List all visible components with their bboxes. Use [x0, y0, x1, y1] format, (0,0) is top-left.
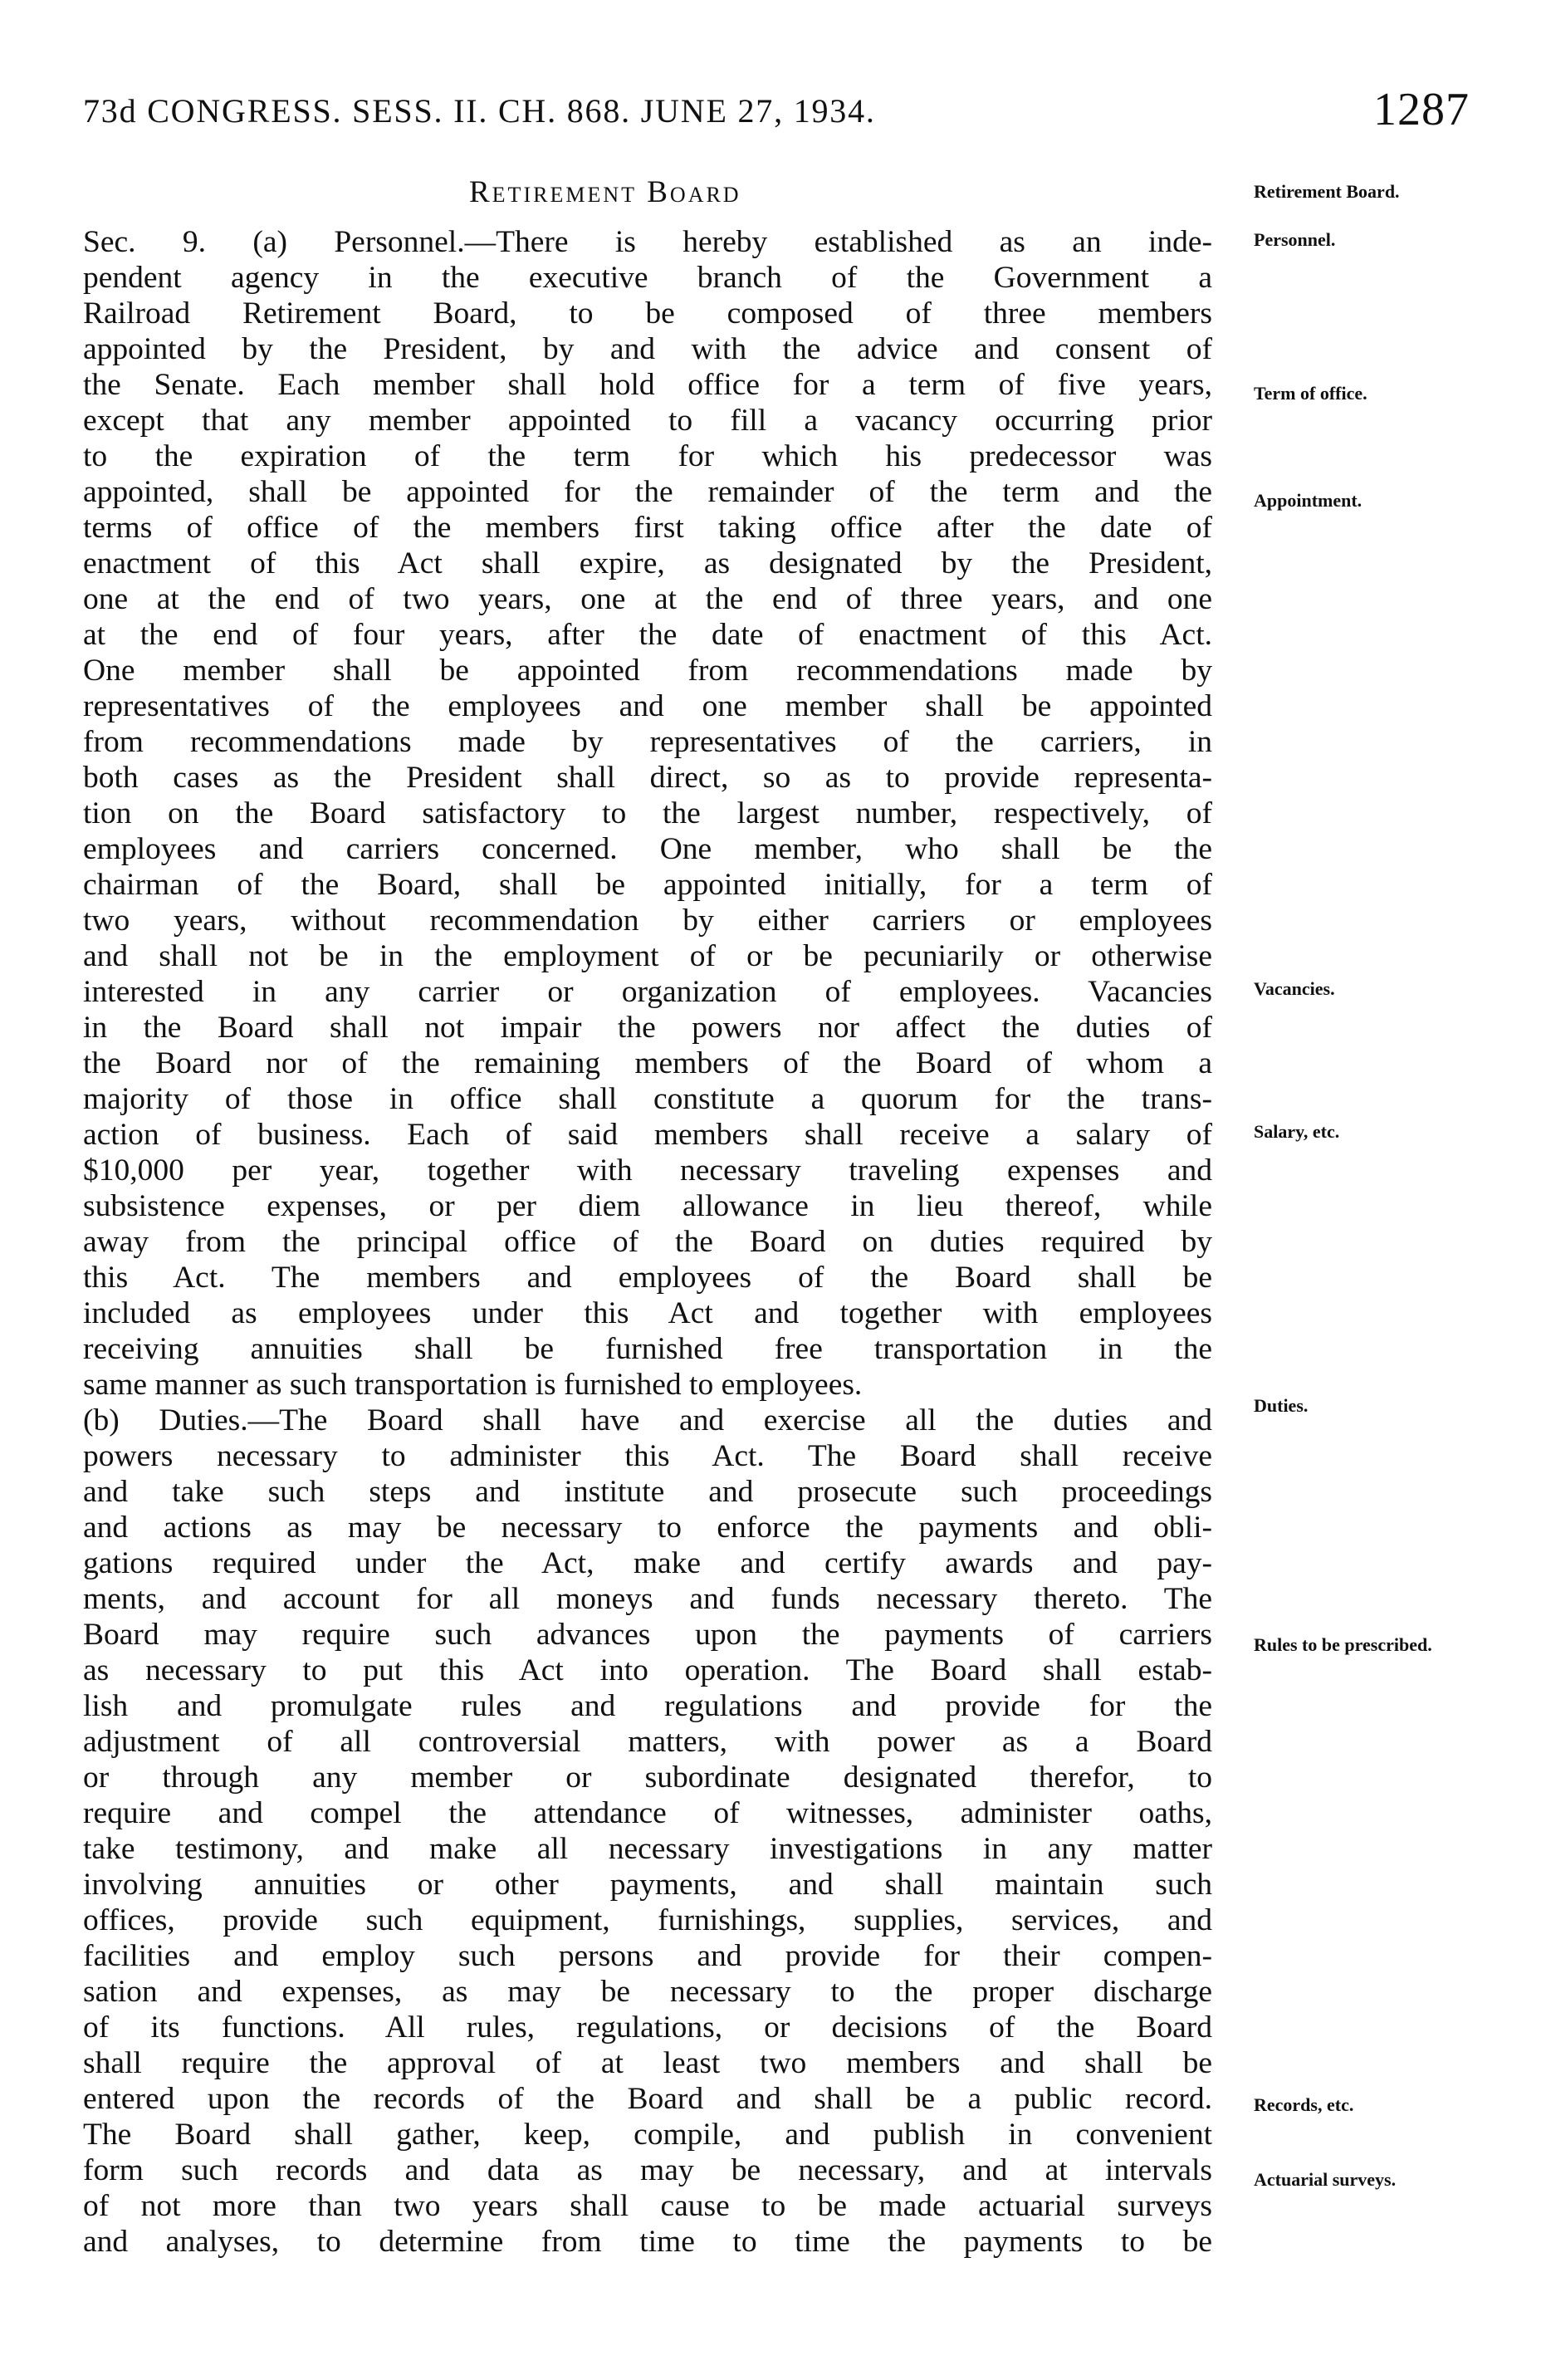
text-line: gations required under the Act, make and certify awards and pay-: [83, 1546, 1212, 1580]
text-line: same manner as such transportation is furnished to employees.: [83, 1368, 863, 1402]
section-heading: Retirement Board: [469, 175, 741, 209]
text-line: from recommendations made by representatives of the carriers, in: [83, 725, 1212, 759]
text-line: majority of those in office shall constitute a quorum for the trans-: [83, 1082, 1212, 1116]
text-line: except that any member appointed to fill a vacancy occurring prior: [83, 404, 1212, 438]
margin-note-personnel: Personnel.: [1254, 229, 1336, 250]
text-line: the Senate. Each member shall hold office for a term of five years,: [83, 368, 1212, 402]
text-line: action of business. Each of said members shall receive a salary of: [83, 1118, 1212, 1152]
text-line: of its functions. All rules, regulations, or decisions of the Board: [83, 2010, 1212, 2045]
text-line: The Board shall gather, keep, compile, and publish in convenient: [83, 2118, 1212, 2152]
text-line: ments, and account for all moneys and funds necessary thereto. The: [83, 1582, 1212, 1616]
text-line: terms of office of the members first taking office after the date of: [83, 511, 1212, 545]
text-line: sation and expenses, as may be necessary to the proper discharge: [83, 1975, 1212, 2009]
text-line: Railroad Retirement Board, to be composed of three members: [83, 296, 1212, 331]
text-line: involving annuities or other payments, and shall maintain such: [83, 1868, 1212, 1902]
page-header: [83, 76, 1470, 143]
text-line: Board may require such advances upon the payments of carriers: [83, 1618, 1212, 1652]
text-line: chairman of the Board, shall be appointed initially, for a term of: [83, 868, 1212, 902]
text-line: entered upon the records of the Board and shall be a public record.: [83, 2082, 1212, 2116]
text-line: enactment of this Act shall expire, as designated by the President,: [83, 546, 1212, 580]
text-line: facilities and employ such persons and provide for their compen-: [83, 1939, 1212, 1973]
statute-body: [83, 224, 1212, 2260]
text-line: Sec. 9. (a) Personnel.—There is hereby established as an inde-: [83, 225, 1212, 259]
text-line: and take such steps and institute and prosecute such proceedings: [83, 1475, 1212, 1509]
text-line: and shall not be in the employment of or be pecuniarily or otherwise: [83, 939, 1212, 973]
page-number: 1287: [1373, 84, 1470, 135]
text-line: form such records and data as may be necessary, and at intervals: [83, 2153, 1212, 2187]
margin-note-actuarial: Actuarial surveys.: [1254, 2169, 1397, 2190]
text-line: both cases as the President shall direct, so as to provide representa-: [83, 761, 1212, 795]
text-line: appointed, shall be appointed for the remainder of the term and the: [83, 475, 1212, 509]
margin-note-duties: Duties.: [1254, 1395, 1309, 1416]
running-title: 73d CONGRESS. SESS. II. CH. 868. JUNE 27, 1934.: [83, 92, 876, 130]
text-line: representatives of the employees and one member shall be appointed: [83, 689, 1212, 723]
text-line: (b) Duties.—The Board shall have and exercise all the duties and: [83, 1403, 1212, 1437]
text-line: tion on the Board satisfactory to the largest number, respectively, of: [83, 796, 1212, 830]
text-line: one at the end of two years, one at the end of three years, and one: [83, 582, 1212, 616]
text-line: or through any member or subordinate designated therefor, to: [83, 1761, 1212, 1795]
text-line: receiving annuities shall be furnished free transportation in the: [83, 1332, 1212, 1366]
text-line: adjustment of all controversial matters, with power as a Board: [83, 1725, 1212, 1759]
text-line: subsistence expenses, or per diem allowance in lieu thereof, while: [83, 1189, 1212, 1223]
text-line: require and compel the attendance of witnesses, administer oaths,: [83, 1796, 1212, 1830]
text-line: One member shall be appointed from recommendations made by: [83, 654, 1212, 688]
text-line: to the expiration of the term for which his predecessor was: [83, 439, 1212, 473]
text-line: shall require the approval of at least two members and shall be: [83, 2046, 1212, 2080]
text-line: as necessary to put this Act into operation. The Board shall estab-: [83, 1653, 1212, 1687]
text-line: the Board nor of the remaining members of the Board of whom a: [83, 1046, 1212, 1080]
text-line: two years, without recommendation by either carriers or employees: [83, 904, 1212, 938]
margin-note-term-of-office: Term of office.: [1254, 383, 1367, 404]
text-line: take testimony, and make all necessary investigations in any matter: [83, 1832, 1212, 1866]
text-line: pendent agency in the executive branch of the Government a: [83, 261, 1212, 295]
text-line: and analyses, to determine from time to time the payments to be: [83, 2225, 1212, 2259]
text-line: appointed by the President, by and with the advice and consent of: [83, 332, 1212, 366]
text-line: away from the principal office of the Board on duties required by: [83, 1225, 1212, 1259]
margin-note-salary: Salary, etc.: [1254, 1121, 1340, 1142]
margin-note-retirement-board: Retirement Board.: [1254, 181, 1400, 202]
text-line: lish and promulgate rules and regulations and provide for the: [83, 1689, 1212, 1723]
text-line: this Act. The members and employees of the Board shall be: [83, 1261, 1212, 1295]
text-line: powers necessary to administer this Act. The Board shall receive: [83, 1439, 1212, 1473]
margin-note-vacancies: Vacancies.: [1254, 978, 1335, 999]
margin-note-appointment: Appointment.: [1254, 490, 1363, 511]
text-line: employees and carriers concerned. One member, who shall be the: [83, 832, 1212, 866]
text-line: interested in any carrier or organization of employees. Vacancies: [83, 975, 1212, 1009]
text-line: in the Board shall not impair the powers nor affect the duties of: [83, 1011, 1212, 1045]
text-line: included as employees under this Act and together with employees: [83, 1296, 1212, 1330]
margin-note-rules: Rules to be prescribed.: [1254, 1634, 1432, 1655]
text-line: offices, provide such equipment, furnishings, supplies, services, and: [83, 1903, 1212, 1937]
text-line: at the end of four years, after the date of enactment of this Act.: [83, 618, 1212, 652]
text-line: of not more than two years shall cause to be made actuarial surveys: [83, 2189, 1212, 2223]
text-line: $10,000 per year, together with necessary traveling expenses and: [83, 1153, 1212, 1188]
text-line: and actions as may be necessary to enforce the payments and obli-: [83, 1511, 1212, 1545]
margin-note-records: Records, etc.: [1254, 2094, 1354, 2115]
